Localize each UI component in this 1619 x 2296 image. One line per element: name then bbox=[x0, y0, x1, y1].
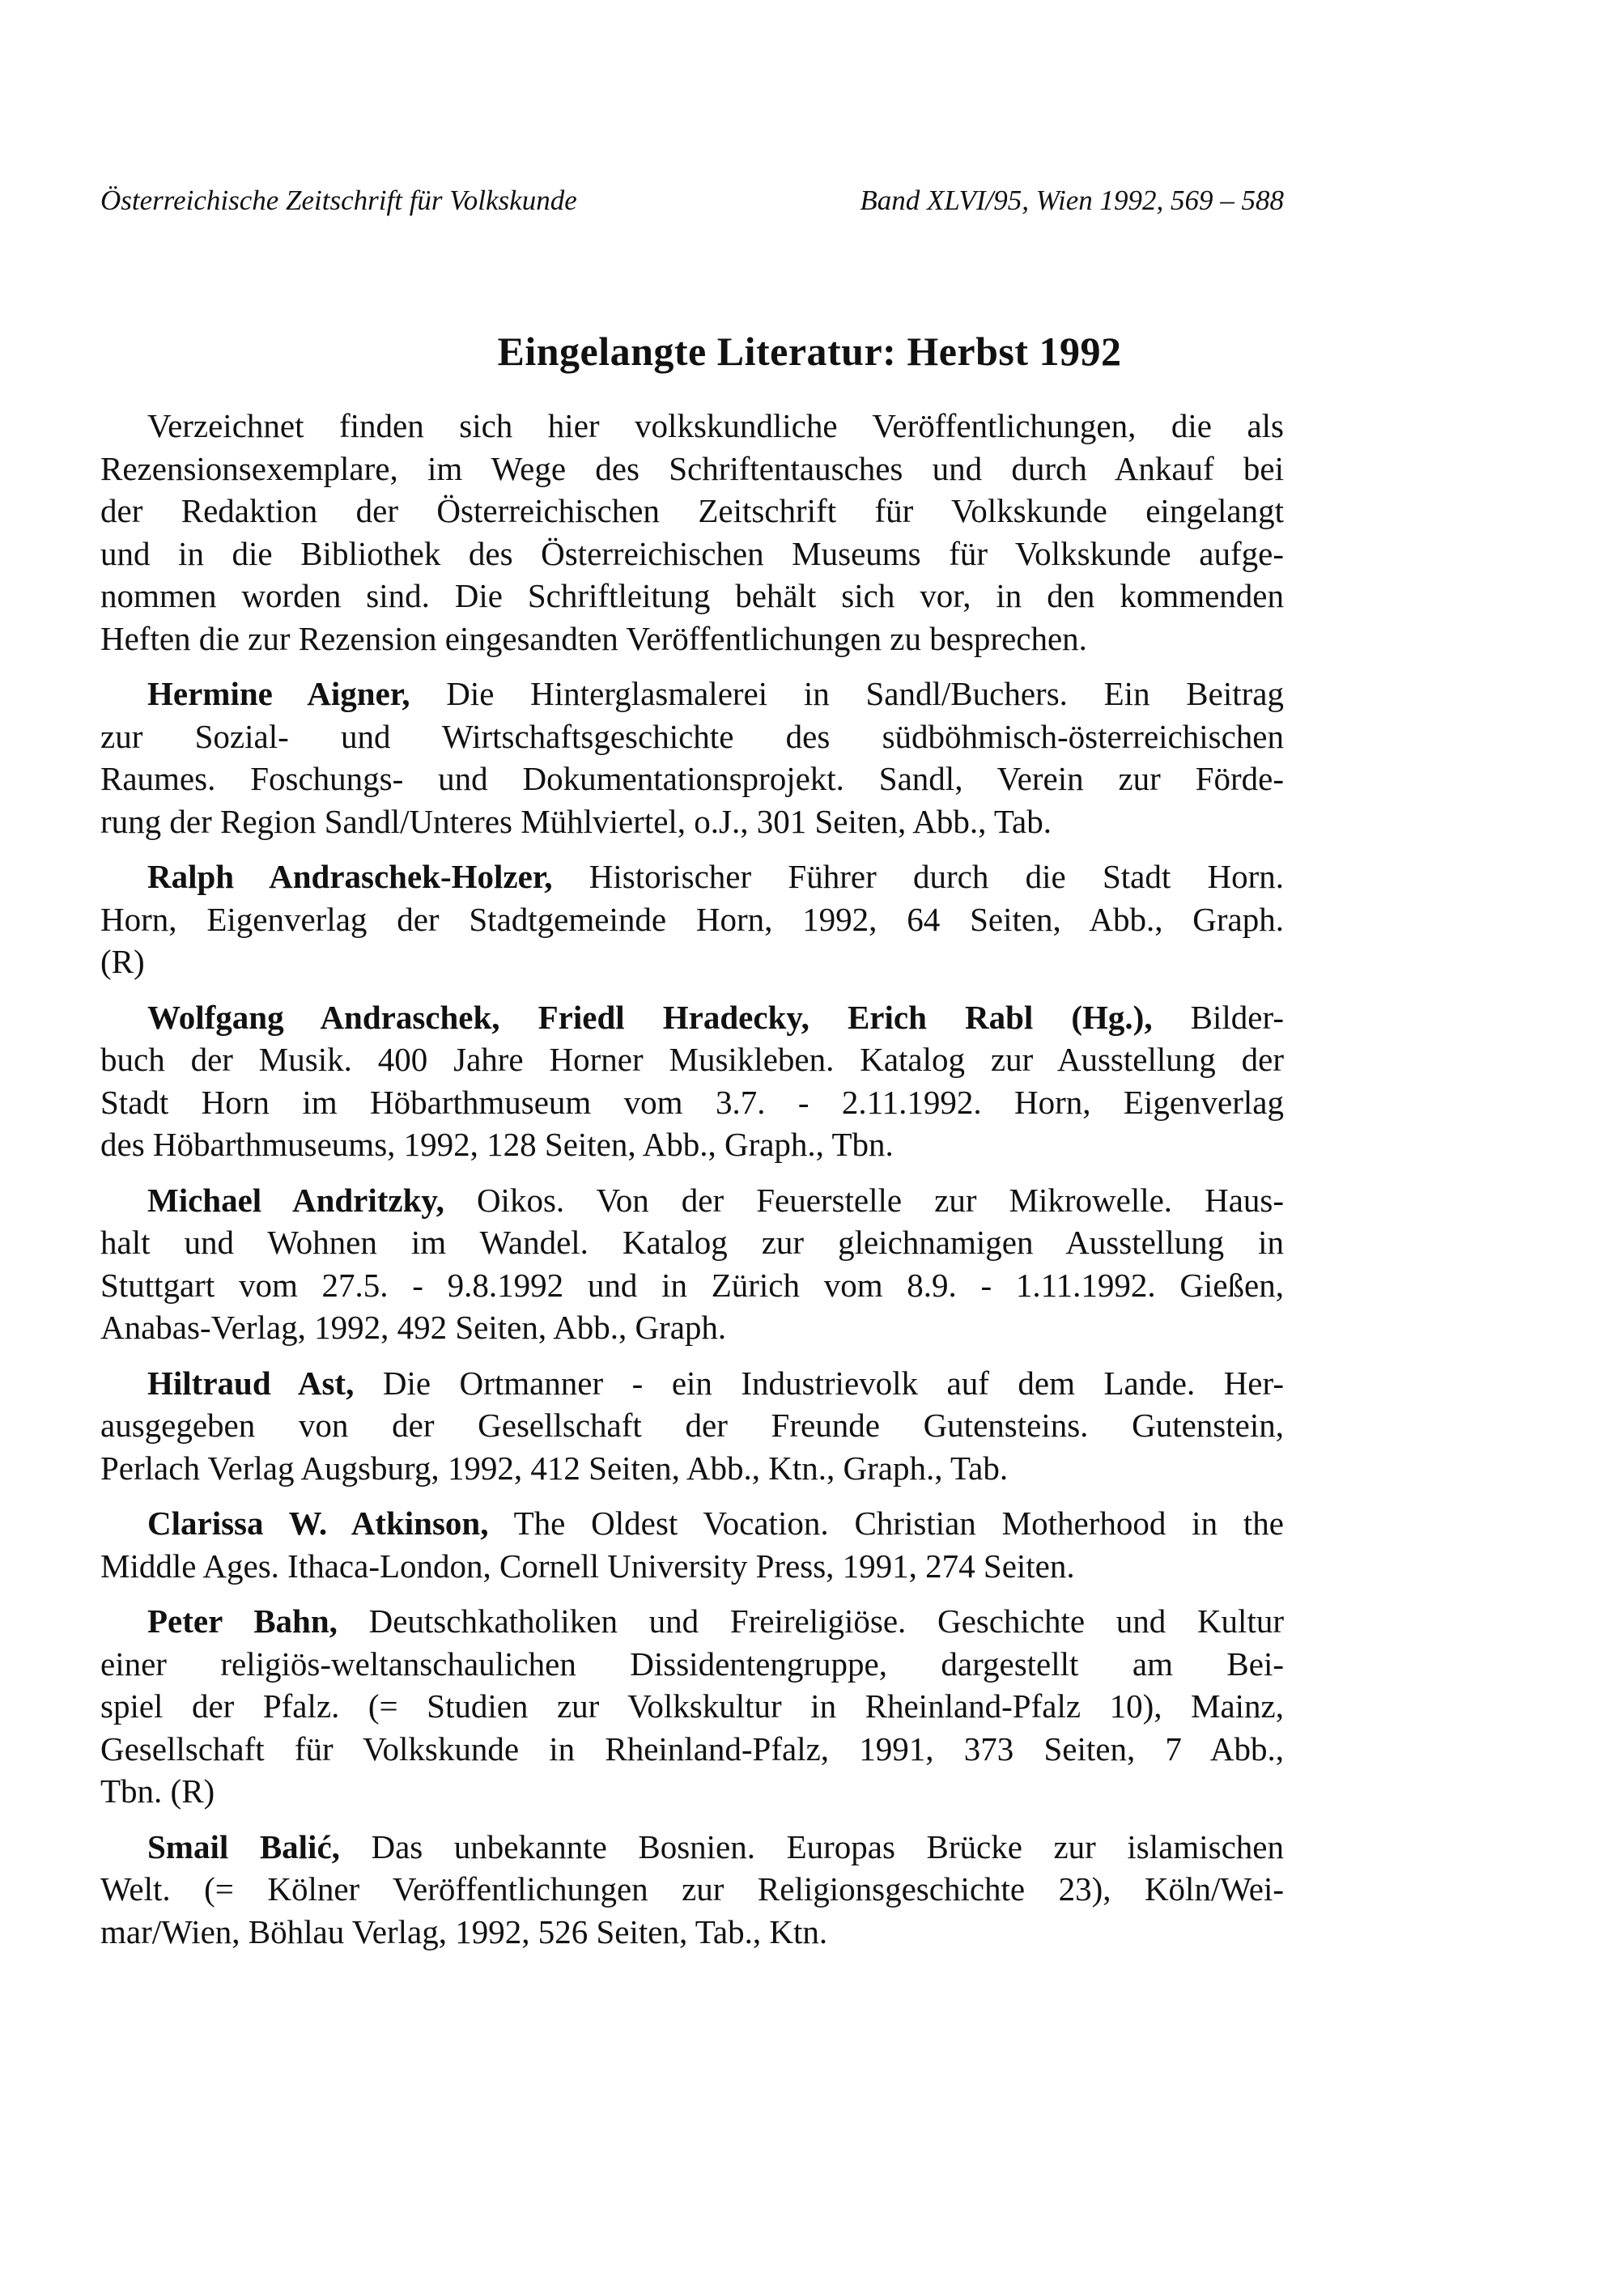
volume-info: Band XLVI/95, Wien 1992, 569 – 588 bbox=[860, 185, 1284, 216]
entry-text: Die Hinterglasmalerei in Sandl/Buchers. Ein Beitrag bbox=[410, 675, 1284, 712]
entry-text: The Oldest Vocation. Christian Motherhood in the bbox=[488, 1504, 1285, 1542]
entry-line: ausgegeben von der Gesellschaft der Freunde Gutensteins. Gutenstein, bbox=[100, 1407, 1284, 1444]
entry-line: halt und Wohnen im Wandel. Katalog zur gleichnamigen Ausstellung in bbox=[100, 1224, 1284, 1261]
entry-author: Ralph Andraschek-Holzer, bbox=[147, 858, 553, 895]
intro-line: Heften die zur Rezension eingesandten Veröffentlichungen zu besprechen. bbox=[100, 619, 1087, 657]
intro-line: Verzeichnet finden sich hier volkskundliche Veröffentlichungen, die als bbox=[147, 407, 1284, 444]
entry-line: einer religiös-weltanschaulichen Dissidentengruppe, dargestellt am Bei- bbox=[100, 1645, 1284, 1683]
intro-line: Rezensionsexemplare, im Wege des Schriftentausches und durch Ankauf bei bbox=[100, 449, 1284, 487]
entry-line: spiel der Pfalz. (= Studien zur Volkskultur in Rheinland-Pfalz 10), Mainz, bbox=[100, 1687, 1284, 1725]
entry-line: Tbn. (R) bbox=[100, 1772, 215, 1810]
bibliography-entry bbox=[100, 673, 1284, 842]
entry-line bbox=[100, 673, 1284, 715]
entry-line: Raumes. Foschungs- und Dokumentationsprojekt. Sandl, Verein zur Förde- bbox=[100, 760, 1284, 797]
entry-text: Deutschkatholiken und Freireligiöse. Geschichte und Kultur bbox=[337, 1602, 1284, 1640]
entry-text: Historischer Führer durch die Stadt Horn. bbox=[552, 858, 1285, 895]
entry-line bbox=[100, 855, 1284, 898]
entry-line: mar/Wien, Böhlau Verlag, 1992, 526 Seiten, Tab., Ktn. bbox=[100, 1912, 828, 1950]
entry-line: Welt. (= Kölner Veröffentlichungen zur Religionsgeschichte 23), Köln/Wei- bbox=[100, 1870, 1284, 1908]
running-header bbox=[100, 185, 1284, 217]
bibliography-entry bbox=[100, 1179, 1284, 1349]
entry-line: Anabas-Verlag, 1992, 492 Seiten, Abb., Graph. bbox=[100, 1309, 727, 1346]
bibliography-entry bbox=[100, 996, 1284, 1166]
entry-text: Das unbekannte Bosnien. Europas Brücke zur islamischen bbox=[339, 1827, 1284, 1865]
entry-text: Die Ortmanner - ein Industrievolk auf dem Lande. Her- bbox=[354, 1364, 1284, 1402]
entry-author: Michael Andritzky, bbox=[147, 1181, 444, 1219]
entry-author: Smail Balić, bbox=[147, 1827, 340, 1865]
article-body bbox=[100, 405, 1284, 1966]
entry-author: Hiltraud Ast, bbox=[147, 1364, 355, 1402]
entry-line bbox=[100, 1362, 1284, 1405]
entry-line: buch der Musik. 400 Jahre Horner Musikleben. Katalog zur Ausstellung der bbox=[100, 1041, 1284, 1078]
intro-line: der Redaktion der Österreichischen Zeitschrift für Volkskunde eingelangt bbox=[100, 492, 1284, 529]
entry-line bbox=[100, 996, 1284, 1039]
entry-line bbox=[100, 1826, 1284, 1869]
entry-line: Stadt Horn im Höbarthmuseum vom 3.7. - 2.11.1992. Horn, Eigenverlag bbox=[100, 1083, 1284, 1121]
intro-paragraph bbox=[100, 405, 1284, 660]
entry-line: Horn, Eigenverlag der Stadtgemeinde Horn, 1992, 64 Seiten, Abb., Graph. bbox=[100, 900, 1284, 938]
bibliography-list bbox=[100, 673, 1284, 1953]
entry-line: zur Sozial- und Wirtschaftsgeschichte des südböhmisch-österreichischen bbox=[100, 717, 1284, 755]
bibliography-entry bbox=[100, 855, 1284, 983]
entry-line bbox=[100, 1179, 1284, 1222]
bibliography-entry bbox=[100, 1502, 1284, 1587]
entry-line: Stuttgart vom 27.5. - 9.8.1992 und in Zürich vom 8.9. - 1.11.1992. Gießen, bbox=[100, 1266, 1284, 1304]
entry-line: rung der Region Sandl/Unteres Mühlviertel, o.J., 301 Seiten, Abb., Tab. bbox=[100, 802, 1052, 840]
entry-line: Perlach Verlag Augsburg, 1992, 412 Seiten, Abb., Ktn., Graph., Tab. bbox=[100, 1449, 1009, 1487]
bibliography-entry bbox=[100, 1600, 1284, 1813]
entry-author: Clarissa W. Atkinson, bbox=[147, 1504, 489, 1542]
entry-line: des Höbarthmuseums, 1992, 128 Seiten, Abb., Graph., Tbn. bbox=[100, 1126, 894, 1163]
intro-line: und in die Bibliothek des Österreichischen Museums für Volkskunde aufge- bbox=[100, 534, 1284, 572]
entry-author: Peter Bahn, bbox=[147, 1602, 338, 1640]
entry-line bbox=[100, 1600, 1284, 1643]
entry-line: Middle Ages. Ithaca-London, Cornell University Press, 1991, 274 Seiten. bbox=[100, 1547, 1075, 1585]
bibliography-entry bbox=[100, 1362, 1284, 1490]
entry-line: (R) bbox=[100, 943, 145, 980]
intro-line: nommen worden sind. Die Schriftleitung behält sich vor, in den kommenden bbox=[100, 577, 1284, 614]
entry-line bbox=[100, 1502, 1284, 1545]
bibliography-entry bbox=[100, 1826, 1284, 1954]
entry-line: Gesellschaft für Volkskunde in Rheinland-Pfalz, 1991, 373 Seiten, 7 Abb., bbox=[100, 1729, 1284, 1768]
entry-text: Bilder- bbox=[1152, 998, 1284, 1036]
entry-author: Hermine Aigner, bbox=[147, 675, 410, 712]
page-title: Eingelangte Literatur: Herbst 1992 bbox=[497, 329, 1122, 374]
entry-author: Wolfgang Andraschek, Friedl Hradecky, Erich Rabl (Hg.), bbox=[147, 998, 1153, 1036]
entry-text: Oikos. Von der Feuerstelle zur Mikrowelle. Haus- bbox=[444, 1181, 1284, 1219]
journal-name: Österreichische Zeitschrift für Volkskunde bbox=[100, 185, 577, 216]
